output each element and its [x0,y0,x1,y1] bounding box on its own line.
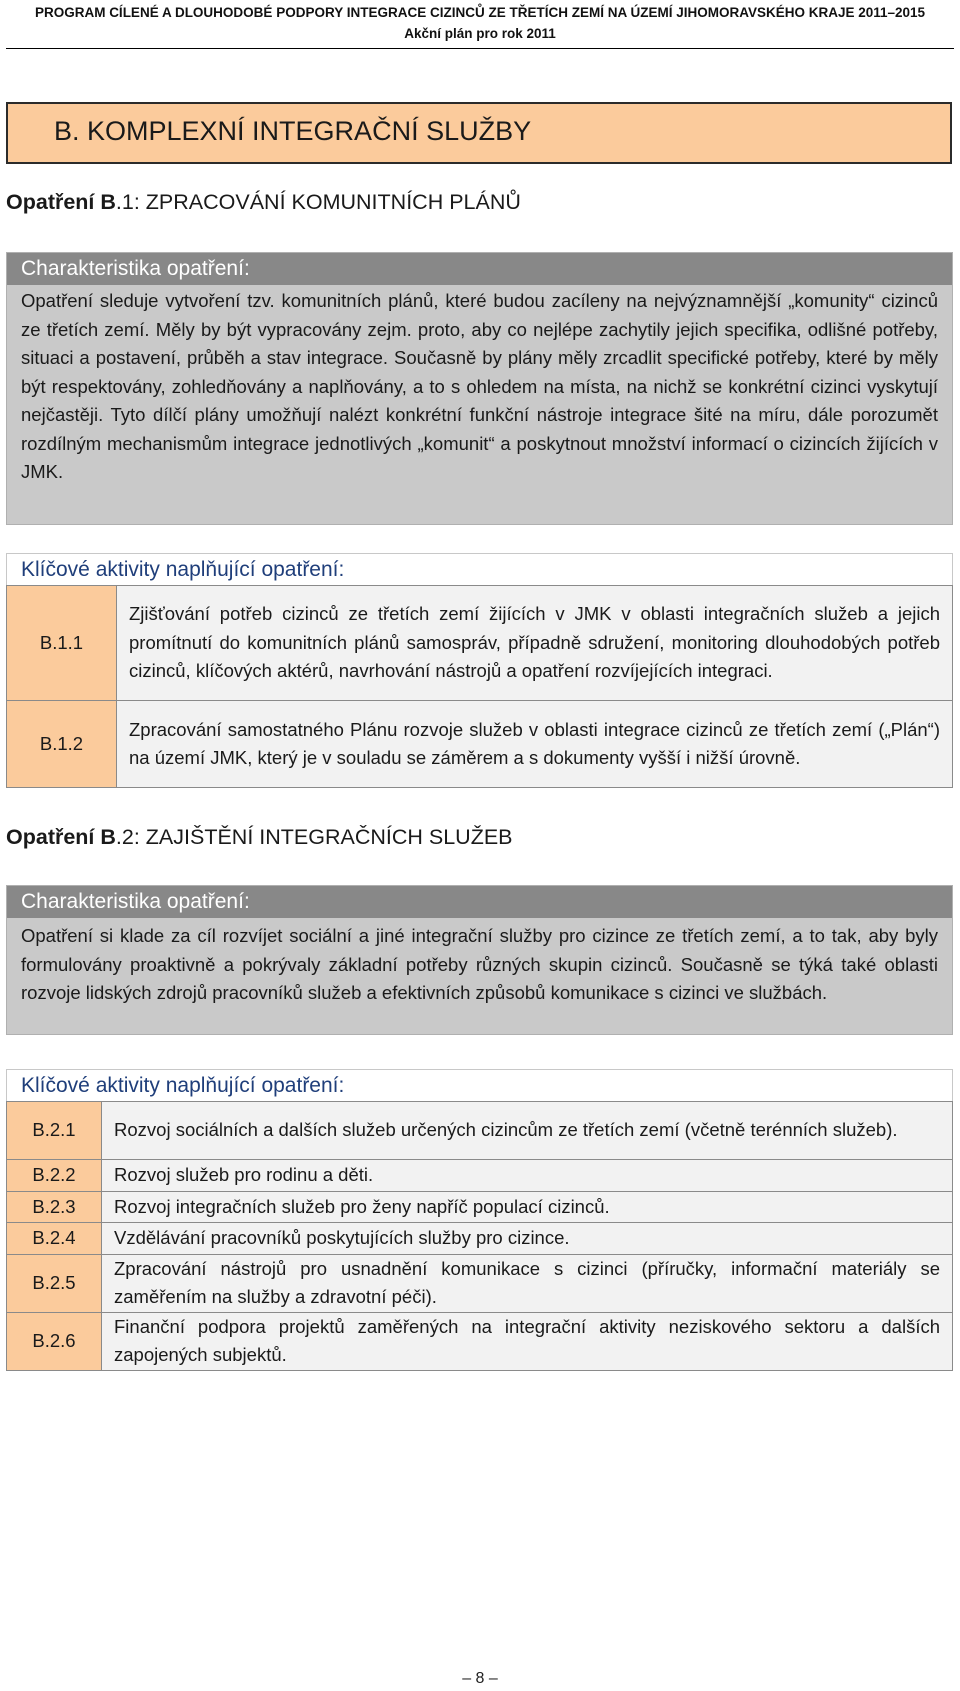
measure-b2-char-text: Opatření si klade za cíl rozvíjet sociální a jiné integrační služby pro cizince ze třetích zemí, a to tak, aby byly formulovány proaktivně a pokrývaly základní potřeby různých skupin cizinců. Současně se týká také oblasti rozvoje lidských zdrojů pracovníků služeb a efektivních způsobů komunikace s cizinci ve službách. [21,925,938,1003]
measure-b1-activities-table [6,585,953,788]
activity-text: Zpracování nástrojů pro usnadnění komunikace s cizinci (příručky, informační materiály se zaměřením na služby a zdravotní péči). [102,1254,953,1312]
table-row [7,701,953,788]
activity-code: B.2.2 [7,1160,102,1192]
measure-b1-title [6,190,521,215]
activity-text: Zpracování samostatného Plánu rozvoje služeb v oblasti integrace cizinců ze třetích zemí („Plán“) na území JMK, který je v souladu se záměrem a s dokumenty vyšší i nižší úrovně. [117,701,953,788]
activity-text: Finanční podpora projektů zaměřených na integrační aktivity neziskového sektoru a dalších zapojených subjektů. [102,1312,953,1370]
activity-code: B.2.4 [7,1223,102,1255]
measure-b2-heading: .2: ZAJIŠTĚNÍ INTEGRAČNÍCH SLUŽEB [115,825,513,849]
activity-text: Zjišťování potřeb cizinců ze třetích zemí žijících v JMK v oblasti integračních služeb a jejich promítnutí do komunitních plánů samospráv, případně sdružení, monitoring dlouhodobých potřeb cizinců, klíčových aktérů, navrhování nástrojů a opatření rozvíjejících integraci. [117,586,953,701]
measure-b2-activities-table [6,1101,953,1371]
activity-text: Vzdělávání pracovníků poskytujících služby pro cizince. [102,1223,953,1255]
header-plan-title: Akční plán pro rok 2011 [404,26,556,41]
activity-code: B.1.2 [7,701,117,788]
section-title: B. KOMPLEXNÍ INTEGRAČNÍ SLUŽBY [54,116,532,146]
table-row [7,586,953,701]
activity-code: B.2.1 [7,1102,102,1160]
measure-b2-char-heading: Charakteristika opatření: [7,886,952,918]
activity-code: B.2.5 [7,1254,102,1312]
section-title-box [6,102,952,164]
measure-b2-prefix: Opatření B [6,825,116,849]
measure-b1-characteristics [6,252,953,525]
measure-b1-prefix: Opatření B [6,190,116,214]
header-rule [6,48,954,49]
measure-b2-title [6,825,513,850]
table-row [7,1312,953,1370]
header-program-title: PROGRAM CÍLENÉ A DLOUHODOBÉ PODPORY INTEGRACE CIZINCŮ ZE TŘETÍCH ZEMÍ NA ÚZEMÍ JIHOMORAVSKÉHO KRAJE 2011–2015 [34,5,926,20]
measure-b1-activities-heading: Klíčové aktivity naplňující opatření: [6,553,953,585]
table-row [7,1102,953,1160]
activity-text: Rozvoj integračních služeb pro ženy napříč populací cizinců. [102,1191,953,1223]
measure-b1-char-heading: Charakteristika opatření: [7,253,952,285]
activity-code: B.2.3 [7,1191,102,1223]
activity-code: B.1.1 [7,586,117,701]
page-header [0,0,960,44]
table-row [7,1191,953,1223]
measure-b2-characteristics [6,885,953,1035]
activity-code: B.2.6 [7,1312,102,1370]
table-row [7,1254,953,1312]
measure-b1-char-text: Opatření sleduje vytvoření tzv. komunitních plánů, které budou zacíleny na nejvýznamnější „komunity“ cizinců ze třetích zemí. Měly by být vypracovány zejm. proto, aby co nejlépe zachytily jejich specifika, odlišné potřeby, situaci a postavení, průběh a stav integrace. Současně by plány měly zrcadlit specifické potřeby, které by měly být respektovány, zohledňovány a naplňovány, a to s ohledem na místa, na nichž se konkrétní cizinci vyskytují nejčastěji. Tyto dílčí plány umožňují nalézt konkrétní funkční nástroje integrace šité na míru, dále porozumět rozdílným mechanismům integrace jednotlivých „komunit“ a poskytnout množství informací o cizincích žijících v JMK. [21,290,938,482]
measure-b2-activities-heading: Klíčové aktivity naplňující opatření: [6,1069,953,1101]
page-number: – 8 – [462,1670,498,1687]
table-row [7,1160,953,1192]
measure-b1-heading: .1: ZPRACOVÁNÍ KOMUNITNÍCH PLÁNŮ [115,190,521,214]
activity-text: Rozvoj sociálních a dalších služeb určených cizincům ze třetích zemí (včetně terénních služeb). [102,1102,953,1160]
table-row [7,1223,953,1255]
activity-text: Rozvoj služeb pro rodinu a děti. [102,1160,953,1192]
